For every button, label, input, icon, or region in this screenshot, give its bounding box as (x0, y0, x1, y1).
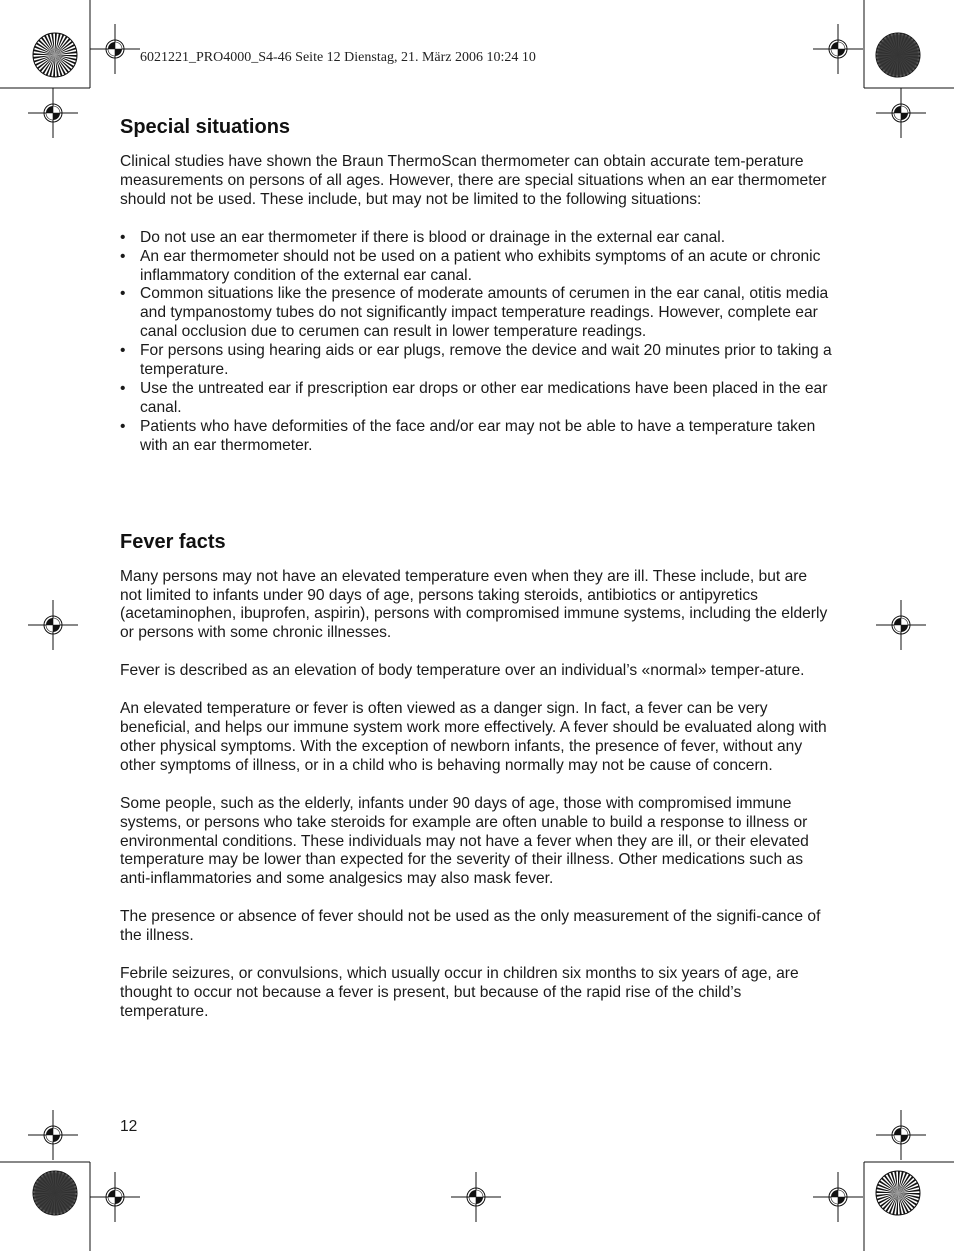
registration-target-quadrant (901, 625, 908, 632)
star-target-fill (878, 35, 918, 75)
fever-facts-paragraph: Some people, such as the elderly, infants under 90 days of age, those with compromised immune systems, or persons who take steroids for example are often unable to build a response to illness or environmental conditions. These individuals may not have a fever when they are ill, or their elevated temperature may be lower than expected for the severity of their illness. Other medications such as anti-inflammatories and some analgesics may also mask fever. (120, 794, 809, 888)
list-item: • For persons using hearing aids or ear plugs, remove the device and wait 20 minutes prior to taking a temperature. (120, 342, 832, 380)
special-situations-list (120, 229, 832, 456)
registration-target-quadrant (901, 618, 908, 625)
registration-target-quadrant (831, 42, 838, 49)
registration-target-quadrant (108, 49, 115, 56)
registration-target-quadrant (838, 42, 845, 49)
registration-target-quadrant (894, 625, 901, 632)
fever-facts-paragraph: Febrile seizures, or convulsions, which usually occur in children six months to six years of age, are thought to occur not because a fever is present, but because of the rapid rise of the child’s temperature. (120, 965, 799, 1020)
star-target-fill (35, 1173, 75, 1213)
special-situations-heading: Special situations (120, 116, 291, 138)
registration-target-quadrant (831, 49, 838, 56)
special-situations-intro: Clinical studies have shown the Braun ThermoScan thermometer can obtain accurate tem-perature measurements on persons of all ages. However, there are special situations when an ear thermometer should not be used. These include, but may not be limited to the following situations: (120, 153, 827, 208)
list-item: • Use the untreated ear if prescription ear drops or other ear medications have been placed in the ear canal. (120, 380, 832, 418)
registration-target-quadrant (53, 1135, 60, 1142)
fever-facts-paragraph: Fever is described as an elevation of body temperature over an individual’s «normal» temper-ature. (120, 662, 805, 680)
registration-target-quadrant (115, 1197, 122, 1204)
registration-target-quadrant (894, 113, 901, 120)
registration-target-quadrant (894, 1128, 901, 1135)
registration-target-quadrant (838, 1197, 845, 1204)
page-content (120, 114, 832, 1022)
registration-target-quadrant (838, 1190, 845, 1197)
registration-target-quadrant (901, 1128, 908, 1135)
registration-target-quadrant (894, 1135, 901, 1142)
registration-target-quadrant (46, 1135, 53, 1142)
registration-target-quadrant (53, 106, 60, 113)
registration-target-quadrant (46, 106, 53, 113)
registration-target-quadrant (115, 1190, 122, 1197)
registration-target-quadrant (115, 42, 122, 49)
registration-target-quadrant (469, 1197, 476, 1204)
registration-target-quadrant (46, 618, 53, 625)
registration-target-quadrant (53, 625, 60, 632)
registration-target-quadrant (476, 1190, 483, 1197)
registration-target-quadrant (831, 1197, 838, 1204)
special-situations-section (120, 114, 832, 456)
registration-target-quadrant (901, 106, 908, 113)
list-item: • Patients who have deformities of the face and/or ear may not be able to have a temperature taken with an ear thermometer. (120, 418, 832, 456)
list-item: • Do not use an ear thermometer if there is blood or drainage in the external ear canal. (120, 229, 832, 248)
registration-target-quadrant (46, 113, 53, 120)
list-item: • An ear thermometer should not be used on a patient who exhibits symptoms of an acute or chronic inflammatory condition of the external ear canal. (120, 248, 832, 286)
print-slug-line: 6021221_PRO4000_S4-46 Seite 12 Dienstag, 21. März 2006 10:24 10 (140, 50, 536, 65)
list-item: • Common situations like the presence of moderate amounts of cerumen in the ear canal, otitis media and tympanostomy tubes do not significantly impact temperature readings. However, complete ear canal occlusion due to cerumen can result in lower temperature readings. (120, 285, 832, 342)
registration-target-quadrant (108, 1197, 115, 1204)
registration-target-quadrant (53, 618, 60, 625)
registration-target-quadrant (901, 1135, 908, 1142)
registration-target-quadrant (53, 1128, 60, 1135)
registration-target-quadrant (53, 113, 60, 120)
fever-facts-paragraph: Many persons may not have an elevated temperature even when they are ill. These include, but are not limited to infants under 90 days of age, persons taking steroids, antibiotics or antipyretics (acetaminophen, ibuprofen, aspirin), persons with compromised immune systems, including the elderly or persons with some chronic illnesses. (120, 567, 828, 642)
registration-target-quadrant (108, 1190, 115, 1197)
registration-target-quadrant (894, 618, 901, 625)
registration-target-quadrant (46, 625, 53, 632)
registration-target-quadrant (108, 42, 115, 49)
registration-target-quadrant (831, 1190, 838, 1197)
fever-facts-paragraph: An elevated temperature or fever is often viewed as a danger sign. In fact, a fever can be very beneficial, and helps our immune system work more effectively. A fever should be evaluated along with other physical symptoms. With the exception of newborn infants, the presence of fever, without any other symptoms of illness, or in a child who is behaving normally may not be cause of concern. (120, 700, 827, 774)
registration-target-quadrant (894, 106, 901, 113)
registration-target-quadrant (469, 1190, 476, 1197)
registration-target-quadrant (115, 49, 122, 56)
fever-facts-paragraph: The presence or absence of fever should not be used as the only measurement of the signifi-cance of the illness. (120, 908, 821, 945)
registration-target-quadrant (46, 1128, 53, 1135)
fever-facts-heading: Fever facts (120, 530, 226, 553)
registration-target-quadrant (901, 113, 908, 120)
page-number: 12 (120, 1118, 138, 1135)
registration-target-quadrant (838, 49, 845, 56)
fever-facts-section (120, 529, 832, 1022)
registration-target-quadrant (476, 1197, 483, 1204)
